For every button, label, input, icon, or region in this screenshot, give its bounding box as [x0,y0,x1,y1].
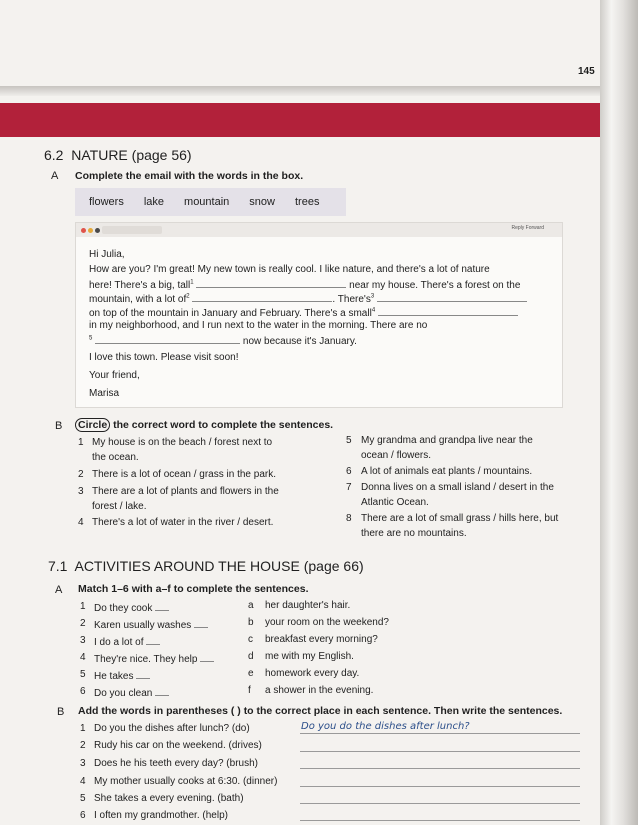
item-number: 1 [80,723,86,734]
answer-line-5[interactable] [300,803,580,804]
match-right-c: breakfast every morning? [265,634,378,645]
match-instruction: Match 1–6 with a–f to complete the sentences. [78,583,309,595]
blank-4[interactable] [378,306,518,316]
word-lake: lake [143,196,165,208]
rewrite-item-5: She takes a every evening. (bath) [94,793,244,804]
email-line-6: $^5$ now because it's January. [89,335,357,347]
rewrite-item-2: Rudy his car on the weekend. (drives) [94,740,262,751]
minimize-dot-icon [88,228,93,233]
item-number: 7 [346,482,352,493]
page-shadow [0,86,610,96]
match-right-e: homework every day. [265,668,360,679]
email-signature: Marisa [89,388,120,399]
item-number: 2 [78,469,84,480]
example-answer: Do you do the dishes after lunch? [301,721,470,732]
item-number: 2 [80,740,86,751]
rewrite-item-3: Does he his teeth every day? (brush) [94,758,258,769]
section-62-title: NATURE (page 56) [71,147,192,163]
item-number: 3 [80,635,86,646]
email-line-5: in my neighborhood, and I run next to the water in the morning. There are no [89,320,428,331]
answer-line-1[interactable] [300,733,580,734]
blank-1[interactable] [196,278,346,288]
rewrite-item-1: Do you the dishes after lunch? (do) [94,723,250,734]
item-number: 4 [78,517,84,528]
section-71-title: ACTIVITIES AROUND THE HOUSE (page 66) [74,558,364,574]
item-letter: c [248,634,253,645]
item-number: 3 [78,486,84,497]
item-letter: e [248,668,254,679]
answer-line-6[interactable] [300,820,580,821]
circle-item-3-cont: forest / lake. [92,501,147,512]
header-banner [0,103,604,137]
item-number: 8 [346,513,352,524]
email-line-1: How are you? I'm great! My new town is really cool. I like nature, and there's a lot of nature [89,264,490,275]
match-left-4: They're nice. They help [94,652,214,665]
match-left-5: He takes [94,669,150,682]
match-left-6: Do you clean [94,686,169,699]
book-spine-edge [600,0,638,825]
item-number: 2 [80,618,86,629]
item-number: 5 [80,669,86,680]
part-a-instruction: Complete the email with the words in the box. [75,170,304,182]
email-window [75,222,563,408]
match-right-a: her daughter's hair. [265,600,351,611]
circle-item-8-cont: there are no mountains. [361,528,467,539]
maximize-dot-icon [95,228,100,233]
item-letter: b [248,617,254,628]
part-a-letter: A [55,584,63,596]
blank-5[interactable] [95,334,240,344]
word-flowers: flowers [89,196,124,208]
item-number: 4 [80,776,86,787]
word-snow: snow [249,196,275,208]
section-71-number: 7.1 [48,558,68,574]
circle-item-7-cont: Atlantic Ocean. [361,497,429,508]
word-box [75,188,346,216]
circle-item-3: There are a lot of plants and flowers in the [92,486,279,497]
answer-line-2[interactable] [300,751,580,752]
item-number: 5 [346,435,352,446]
email-line-2: here! There's a big, tall$^1$ near my house. There's a forest on the [89,279,521,291]
circle-item-2: There is a lot of ocean / grass in the park. [92,469,276,480]
match-right-b: your room on the weekend? [265,617,389,628]
email-line-3: mountain, with a lot $of^2$ . $There's^3$ [89,292,527,305]
circle-item-1-cont: the ocean. [92,452,139,463]
section-62-number: 6.2 [44,147,64,163]
match-blank[interactable] [155,601,169,611]
circle-item-4: There's a lot of water in the river / desert. [92,517,274,528]
blank-2[interactable] [192,292,332,302]
circle-item-5-cont: ocean / flowers. [361,450,432,461]
item-letter: d [248,651,254,662]
item-letter: f [248,685,251,696]
circle-word: Circle [75,418,110,432]
match-blank[interactable] [194,618,208,628]
circle-item-8: There are a lot of small grass / hills here, but [361,513,559,524]
email-tab [102,226,162,234]
item-number: 6 [80,810,86,821]
item-number: 5 [80,793,86,804]
item-number: 4 [80,652,86,663]
word-trees: trees [294,196,320,208]
email-closing-2: Your friend, [89,370,140,381]
match-left-1: Do they cook [94,601,169,614]
item-number: 3 [80,758,86,769]
match-left-3: I do a lot of [94,635,160,648]
answer-line-4[interactable] [300,786,580,787]
item-number: 1 [80,601,86,612]
answer-line-3[interactable] [300,768,580,769]
match-blank[interactable] [155,686,169,696]
section-62-heading [44,147,192,163]
email-toolbar [76,223,562,237]
circle-item-5: My grandma and grandpa live near the [361,435,533,446]
match-right-d: me with my English. [265,651,354,662]
email-greeting: Hi Julia, [89,249,125,260]
rewrite-item-4: My mother usually cooks at 6:30. (dinner) [94,776,278,787]
item-letter: a [248,600,254,611]
match-left-2: Karen usually washes [94,618,208,631]
email-closing-1: I love this town. Please visit soon! [89,352,239,363]
item-number: 6 [80,686,86,697]
email-line-4: on top of the mountain in January and February. There's a small$^4$ [89,306,518,319]
match-blank[interactable] [200,652,214,662]
rewrite-instruction: Add the words in parentheses ( ) to the correct place in each sentence. Then write the sentences. [78,705,563,717]
circle-item-6: A lot of animals eat plants / mountains. [361,466,533,477]
match-right-f: a shower in the evening. [265,685,374,696]
part-b-letter: B [57,706,65,718]
part-b-instruction: Circle the correct word to complete the sentences. [75,419,333,431]
item-number: 1 [78,437,84,448]
item-number: 6 [346,466,352,477]
page-number: 145 [578,66,595,77]
close-dot-icon [81,228,86,233]
section-71-heading [48,558,364,574]
match-blank[interactable] [136,669,150,679]
circle-item-7: Donna lives on a small island / desert in the [361,482,554,493]
word-mountain: mountain [184,196,230,208]
part-a-letter: A [51,170,59,182]
circle-item-1: My house is on the beach / forest next to [92,437,273,448]
match-blank[interactable] [146,635,160,645]
reply-forward-buttons[interactable]: Reply Forward [511,225,544,231]
rewrite-item-6: I often my grandmother. (help) [94,810,228,821]
part-b-letter: B [55,420,63,432]
blank-3[interactable] [377,292,527,302]
